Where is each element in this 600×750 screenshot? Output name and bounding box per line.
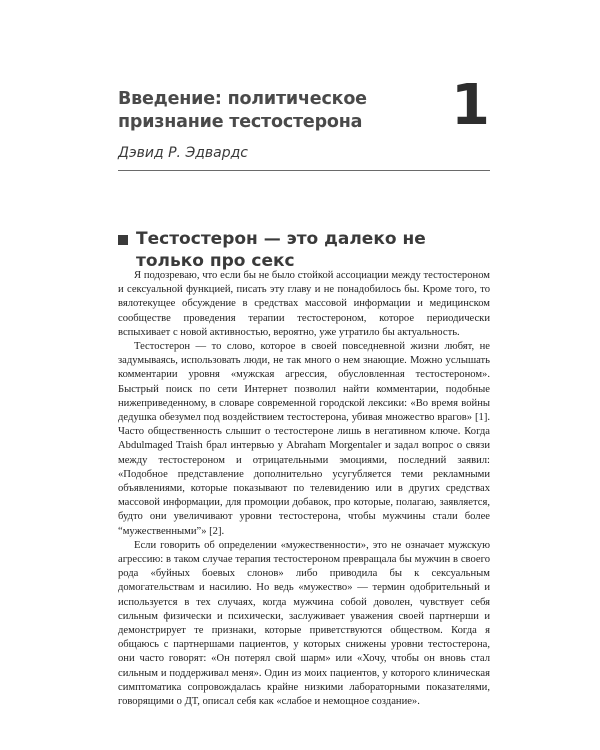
author-divider (118, 170, 490, 171)
chapter-header (118, 73, 490, 142)
section-heading (118, 228, 490, 272)
section-title: Тестостерон — это далеко не только про секс (136, 229, 426, 271)
paragraph: Я подозреваю, что если бы не было стойкой ассоциации между тестостероном и сексуальной функцией, писать эту главу и не понадобилось бы. Кроме того, то вялотекущее обсуждение в средствах массовой информации и медицинском сообществе проведения терапии тестостероном, которое периодически вспыхивает с новой активностью, вероятно, уже утратило бы актуальность. (118, 270, 490, 338)
paragraph: Тестостерон — то слово, которое в своей повседневной жизни любят, не задумываясь, использовать люди, не так много о нем знающие. Можно услышать комментарии уровня «мужская агрессия, обусловленная тестостероном». Быстрый поиск по сети Интернет позволил найти комментарии, подобные нижеприведенному, в словаре современной городской лексики: «Во время войны дедушка обезумел под воздействием тестостерона, убивая множество врагов» [1]. Часто общественность слышит о тестостероне лишь в негативном ключе. Когда Abdulmaged Traish брал интервью у Abraham Morgentaler и задал вопрос о связи между тестостероном и отрицательными эмоциями, последний заявил: «Подобное представление дополнительно усугубляется теми рекламными объявлениями, которые показывают по телевидению или в других средствах массовой информации, для промоции добавок, про которые, полагаю, заявляется, будто они увеличивают уровни тестостерона, чтобы мужчины стали более “мужественными”» [2]. (118, 341, 490, 537)
square-bullet-icon (118, 235, 128, 245)
chapter-author: Дэвид Р. Эдвардс (118, 145, 248, 161)
body-text (118, 269, 490, 709)
chapter-title: Введение: политическое признание тестостерона (118, 89, 367, 132)
chapter-number: 1 (451, 73, 490, 138)
paragraph: Если говорить об определении «мужественности», это не означает мужскую агрессию: в таком случае терапия тестостероном превращала бы мужчин в своего рода «буйных боевых слонов» либо приводила бы к сексуальным домогательствам и насилию. Но ведь «мужество» — термин одобрительный и используется в тех случаях, когда мужчина собой доволен, чувствует себя сильным физически и психически, заслуживает уважения своей партнерши и демонстрирует те признаки, которые приветствуются обществом. Когда я общаюсь с партнершами пациентов, у которых снижены уровни тестостерона, они часто говорят: «Он потерял свой шарм» или «Хочу, чтобы он вновь стал сильным и поддерживал меня». Один из моих пациентов, у которого клиническая симптоматика сопровождалась крайне низкими лабораторными показателями, говорящими о ДТ, описал себя как «слабое и немощное создание». (118, 539, 490, 708)
